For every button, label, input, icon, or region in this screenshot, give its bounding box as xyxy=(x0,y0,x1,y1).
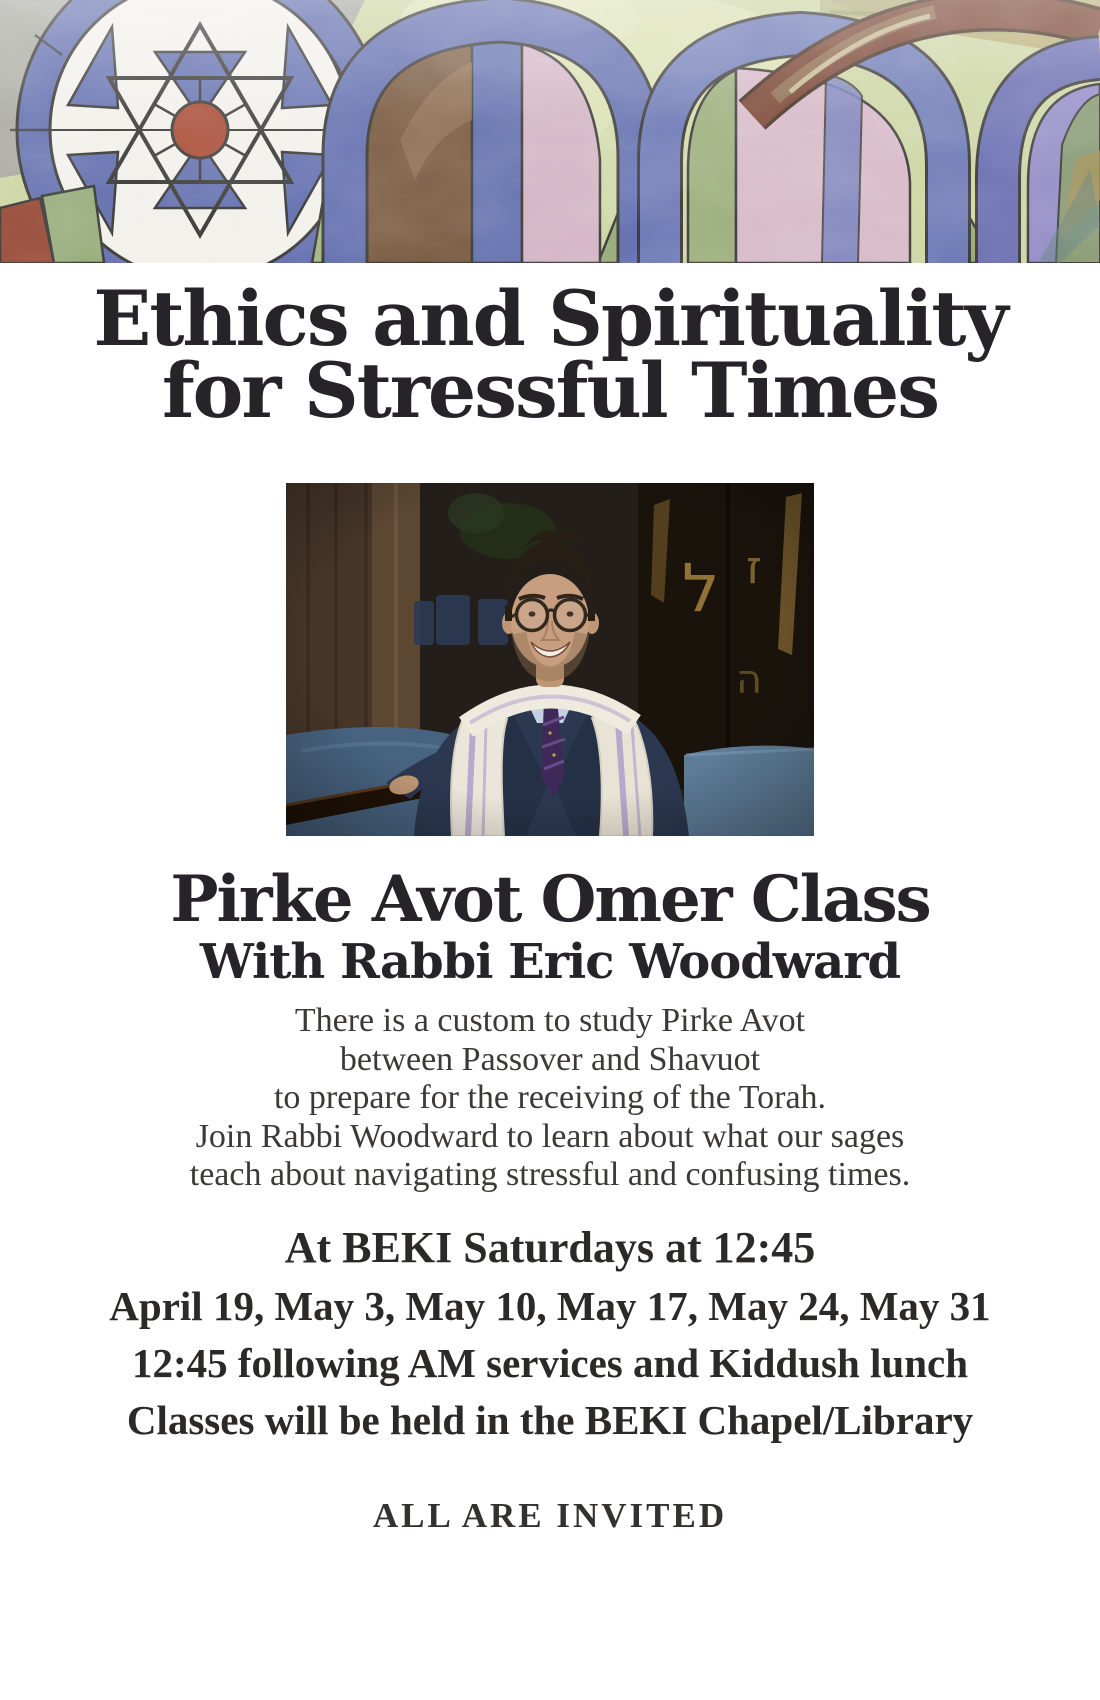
description-line: between Passover and Shavuot xyxy=(339,1040,761,1078)
page-title-line1: Ethics and Spirituality xyxy=(93,274,1007,363)
rabbi-photo xyxy=(286,483,814,836)
schedule-time-detail: 12:45 following AM services and Kiddush lunch xyxy=(131,1339,969,1386)
description-line: Join Rabbi Woodward to learn about what our sages xyxy=(195,1117,905,1155)
stained-glass-banner xyxy=(0,0,1100,263)
description-line: teach about navigating stressful and confusing times. xyxy=(189,1156,911,1193)
schedule-dates: April 19, May 3, May 10, May 17, May 24, May 31 xyxy=(109,1282,991,1329)
page-title xyxy=(0,274,1100,436)
description-line: to prepare for the receiving of the Torah. xyxy=(273,1079,827,1117)
class-heading: Pirke Avot Omer Class xyxy=(170,862,930,938)
schedule-location-time: At BEKI Saturdays at 12:45 xyxy=(284,1223,816,1273)
invitation-text: ALL ARE INVITED xyxy=(372,1496,728,1536)
schedule-venue: Classes will be held in the BEKI Chapel/Library xyxy=(126,1397,974,1444)
page-title-line2: for Stressful Times xyxy=(161,346,939,436)
description-line: There is a custom to study Pirke Avot xyxy=(294,1002,806,1040)
class-subheading: With Rabbi Eric Woodward xyxy=(199,934,901,991)
class-description xyxy=(0,1002,1100,1194)
